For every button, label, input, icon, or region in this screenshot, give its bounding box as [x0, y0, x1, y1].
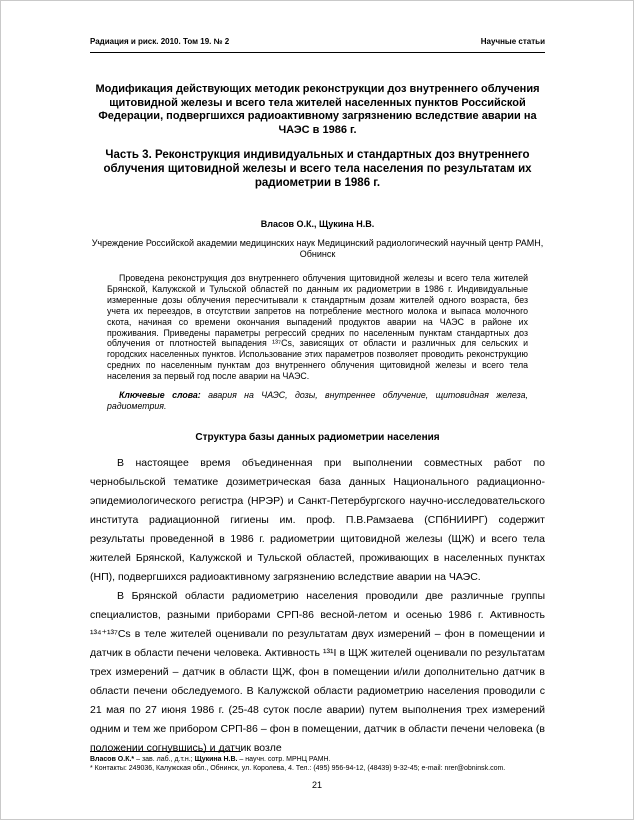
footnote-block — [90, 751, 545, 773]
body-paragraph-1: В настоящее время объединенная при выполнении совместных работ по чернобыльской тематике дозиметрическая база данных Национального радиационно-эпидемиологического регистра (НРЭР) и Санкт-Петербургского научно-исследовательского института радиационной гигиены им. проф. П.В.Рамзаева (СПбНИИРГ) содержит результаты проведенной в 1986 г. радиометрии щитовидной железы (ЩЖ) и всего тела жителей Брянской, Калужской и Тульской областей, проживающих в населенных пунктах (НП), подвергшихся радиоактивному загрязнению вследствие аварии на ЧАЭС. — [90, 456, 545, 583]
article-body — [90, 454, 545, 758]
article-title: Модификация действующих методик реконструкции доз внутреннего облучения щитовидной железы и всего тела жителей населенных пунктов Российской Федерации, подвергшихся радиоактивному загрязнению вследствие аварии на ЧАЭС в 1986 г. — [95, 83, 540, 136]
footnote-role-1: – зав. лаб., д.т.н.; — [134, 756, 195, 763]
section-label: Научные статьи — [480, 37, 545, 46]
running-head — [90, 37, 545, 53]
keywords-label: Ключевые слова: — [119, 390, 201, 401]
body-paragraph-2: В Брянской области радиометрию населения проводили две различные группы специалистов, разными приборами СРП-86 весной-летом и осенью 1986 г. Активность ¹³⁴⁺¹³⁷Cs в теле жителей оценивали по результатам двух измерений – фон в помещении и датчик в области печени человека. Активность ¹³¹I в ЩЖ жителей оценивали по результатам трех измерений – датчик в области ЩЖ, фон в помещении и/или дополнительно датчик в области печени обследуемого. В Калужской области радиометрию населения проводили с 21 мая по 27 июня 1986 г. (25-48 суток после аварии) путем выполнения трех измерений одним и тем же прибором СРП-86 – фон в помещении, датчик в области печени человека (в положении согнувшись) и датчик возле — [90, 589, 545, 754]
article-part-title: Часть 3. Реконструкция индивидуальных и стандартных доз внутреннего облучения щитовидной железы и всего тела населения по результатам их радиометрии в 1986 г. — [103, 149, 532, 189]
journal-info: Радиация и риск. 2010. Том 19. № 2 — [90, 37, 230, 46]
authors-line: Власов О.К., Щукина Н.В. — [260, 219, 375, 229]
footnote-authors — [90, 755, 545, 764]
footnote-author-1: Власов О.К.* — [90, 756, 135, 763]
affiliation: Учреждение Российской академии медицинских наук Медицинский радиологический научный центр РАМН, Обнинск — [91, 238, 544, 259]
footnote-contacts: * Контакты: 249036, Калужская обл., Обнинск, ул. Королева, 4. Тел.: (495) 956-94-12, (48439) 9-32-45; e-mail: nrer@obninsk.com. — [90, 765, 506, 772]
page-number: 21 — [311, 780, 322, 790]
footnote-author-2: Щукина Н.В. — [194, 756, 238, 763]
footnote-divider — [90, 751, 241, 752]
footnote-role-2: – научн. сотр. МРНЦ РАМН. — [237, 756, 331, 763]
keywords-line — [107, 390, 528, 412]
abstract-paragraph: Проведена реконструкция доз внутреннего облучения щитовидной железы и всего тела жителей Брянской, Калужской и Тульской областей по данным их радиометрии в 1986 г. Индивидуальные измеренные дозы облучения пересчитывали к стандартным дозам жителей одного возраста, без учета их переездов, в отсутствии запретов на потребление местного молока и выпаса молочного скота, начиная со времени окончания выпадений продуктов аварии на ЧАЭС в районе их проживания. Приведены параметры регрессий средних по населенным пунктам стандартных доз облучения от плотностей выпадения ¹³⁷Cs, зависящих от области и различных для сельских и городских населенных пунктов. Использование этих параметров позволяет проводить реконструкцию средних по населенным пунктам доз внутреннего облучения щитовидной железы и всего тела населения за первый год после аварии на ЧАЭС. — [107, 273, 528, 382]
section-heading: Структура базы данных радиометрии населения — [195, 431, 440, 443]
keywords-text: авария на ЧАЭС, дозы, внутреннее облучение, щитовидная железа, радиометрия. — [107, 390, 528, 411]
